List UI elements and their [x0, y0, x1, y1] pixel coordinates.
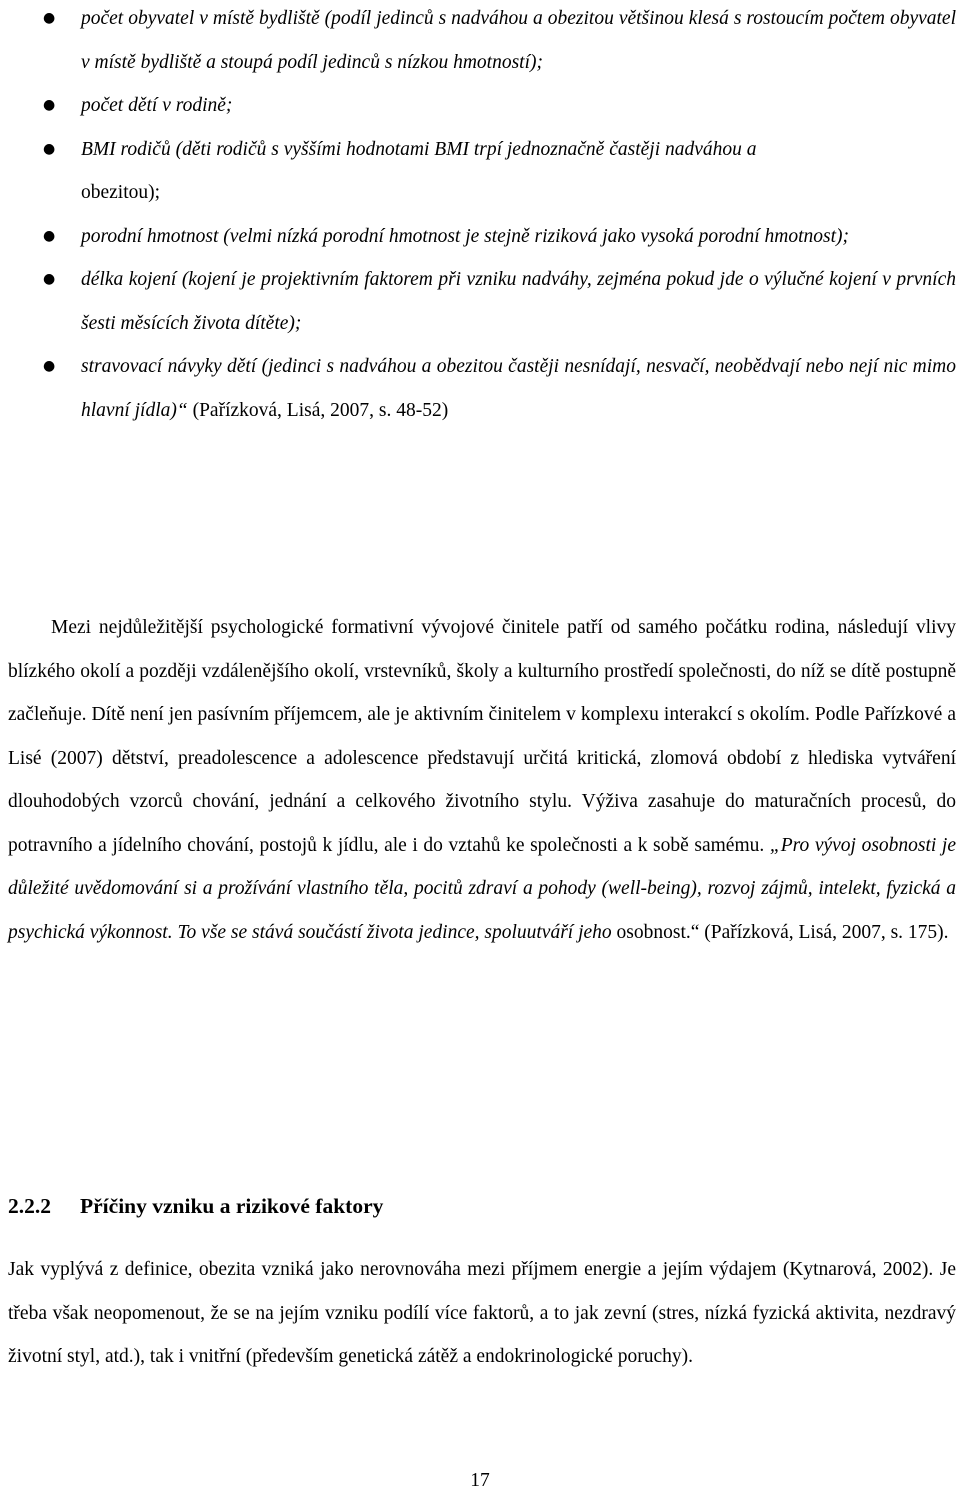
bullet-icon: ●: [43, 10, 56, 26]
list-item: [8, 258, 956, 345]
list-item: [8, 0, 956, 84]
list-item: [8, 215, 956, 259]
paragraph-quote-end: osobnost.“: [611, 921, 700, 943]
list-item: [8, 345, 956, 432]
list-item-text: BMI rodičů (děti rodičů s vyššími hodnotami BMI trpí jednoznačně častěji nadváhou a: [81, 138, 757, 160]
list-item-text: počet obyvatel v místě bydliště (podíl jedinců s nadváhou a obezitou většinou klesá s rostoucím počtem obyvatel v místě bydliště a stoupá podíl jedinců s nízkou hmotností);: [81, 8, 956, 73]
bullet-icon: ●: [43, 271, 56, 287]
paragraph-text: Mezi nejdůležitější psychologické formativní vývojové činitele patří od samého počátku rodina, následují vlivy blízkého okolí a později vzdálenějšího okolí, vrstevníků, školy a kulturního prostředí společnosti, do níž se dítě postupně začleňuje. Dítě není jen pasívním příjemcem, ale je aktivním činitelem v komplexu interakcí s okolím. Podle Pařízkové a Lisé (2007) dětství, preadolescence a adolescence představují určitá kritická, zlomová období z hlediska vytváření dlouhodobých vzorců chování, jednání a celkového životního stylu. Výživa zasahuje do maturačních procesů, do potravního a jídelního chování, postojů k jídlu, ale i do vztahů ke společnosti a k sobě samému.: [8, 617, 956, 856]
paragraph-citation: (Pařízková, Lisá, 2007, s. 175).: [699, 921, 949, 943]
list-item-citation: (Pařízková, Lisá, 2007, s. 48-52): [187, 399, 449, 421]
paragraph-text: Jak vyplývá z definice, obezita vzniká jako nerovnováha mezi příjmem energie a jejím výdajem (Kytnarová, 2002). Je třeba však neopomenout, že se na jejím vzniku podílí více faktorů, a to jak zevní (stres, nízká fyzická aktivita, nezdravý životní styl, atd.), tak i vnitřní (především genetická zátěž a endokrinologické poruchy).: [8, 1259, 956, 1367]
bullet-icon: ●: [43, 358, 56, 374]
body-paragraph: [8, 1248, 956, 1379]
page-number: 17: [470, 1470, 490, 1491]
bullet-icon: ●: [43, 140, 56, 157]
list-item-text: počet dětí v rodině;: [81, 95, 233, 116]
section-heading: [8, 1185, 383, 1228]
section-title: Příčiny vzniku a rizikové faktory: [80, 1194, 384, 1218]
list-item-text: délka kojení (kojení je projektivním faktorem při vzniku nadváhy, zejména pokud jde o výlučné kojení v prvních šesti měsících života dítěte);: [81, 269, 956, 334]
section-number: 2.2.2: [8, 1194, 51, 1218]
body-paragraph: [8, 606, 956, 954]
list-item-continuation: obezitou);: [81, 182, 161, 203]
list-item-text: stravovací návyky dětí (jedinci s nadváhou a obezitou častěji nesnídají, nesvačí, neobědvají nebo nejí nic mimo hlavní jídla)“: [81, 356, 956, 421]
risk-factor-list: [8, 0, 956, 432]
list-item: [8, 128, 956, 215]
list-item: [8, 84, 956, 128]
list-item-text: porodní hmotnost (velmi nízká porodní hmotnost je stejně riziková jako vysoká porodní hmotnost);: [81, 225, 849, 247]
bullet-icon: ●: [43, 97, 56, 113]
paragraph-quote: „Pro vývoj osobnosti je důležité uvědomování si a prožívání vlastního těla, pocitů zdraví a pohody (well-being), rozvoj zájmů, intelekt, fyzická a psychická výkonnost. To vše se stává součástí života jedince, spoluutváří jeho: [8, 834, 956, 943]
bullet-icon: ●: [43, 227, 56, 244]
